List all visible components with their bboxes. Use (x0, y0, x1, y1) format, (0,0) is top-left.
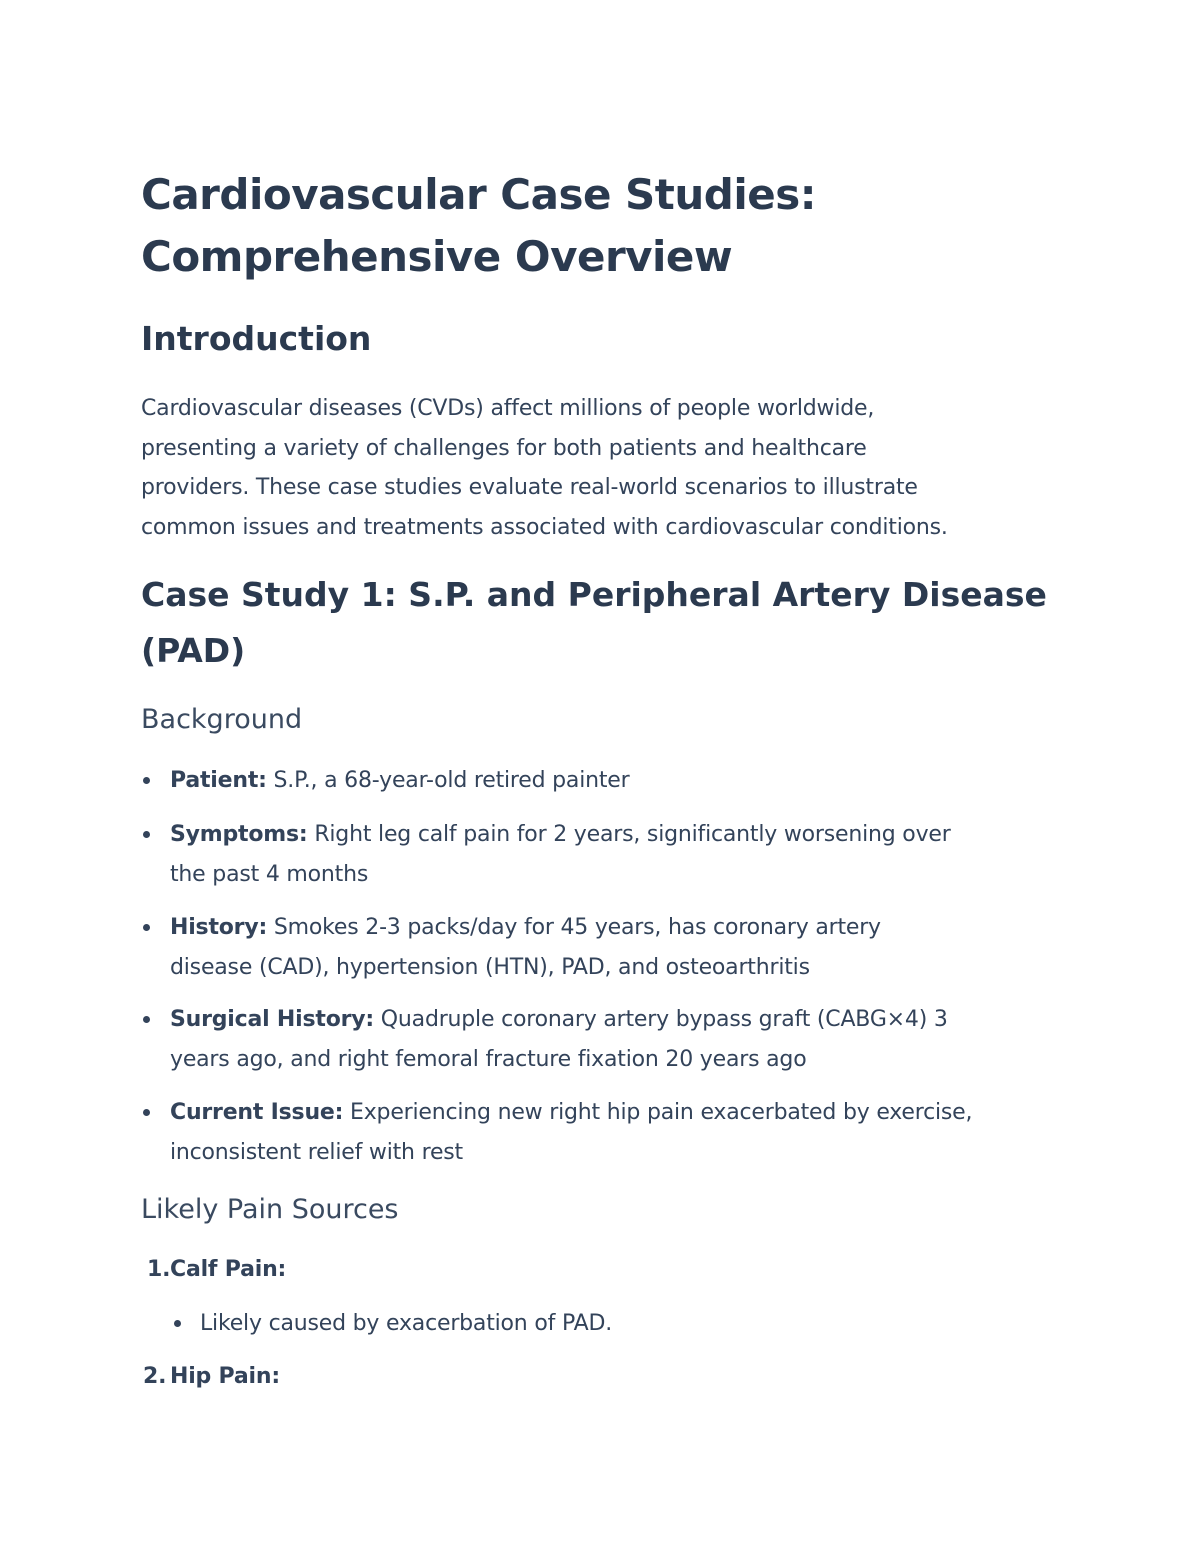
bullet-dot (143, 777, 150, 784)
page-title-line-2: Comprehensive Overview (141, 232, 733, 281)
list-item-label: Calf Pain: (170, 1257, 287, 1282)
list-item-text: Right leg calf pain for 2 years, significantly worsening over (314, 822, 951, 847)
list-item-text: inconsistent relief with rest (170, 1139, 463, 1165)
page-title (141, 164, 816, 288)
introduction-line: Cardiovascular diseases (CVDs) affect millions of people worldwide, (141, 396, 875, 421)
list-item-label: History: (170, 915, 268, 940)
introduction-line: common issues and treatments associated with cardiovascular conditions. (141, 514, 948, 540)
list-item-text: years ago, and right femoral fracture fixation 20 years ago (170, 1046, 807, 1072)
introduction-line: providers. These case studies evaluate real-world scenarios to illustrate (141, 475, 918, 500)
pain-sources-heading: Likely Pain Sources (141, 1194, 399, 1225)
bullet-dot (143, 1016, 150, 1023)
background-heading: Background (141, 704, 303, 735)
list-item-label: Patient: (170, 768, 267, 793)
list-item-text: Likely caused by exacerbation of PAD. (200, 1311, 612, 1336)
page-title-line-1: Cardiovascular Case Studies: (141, 170, 817, 219)
list-item-label: Surgical History: (170, 1007, 374, 1032)
introduction-line: presenting a variety of challenges for both patients and healthcare (141, 435, 867, 461)
list-item-text: Experiencing new right hip pain exacerbated by exercise, (350, 1100, 973, 1125)
introduction-heading: Introduction (141, 319, 372, 358)
list-item-label: Symptoms: (170, 822, 308, 847)
list-item-text: disease (CAD), hypertension (HTN), PAD, and osteoarthritis (170, 954, 810, 980)
case-study-1-heading (141, 567, 1047, 679)
case-study-1-heading-line-2: (PAD) (141, 631, 246, 670)
case-study-1-heading-line-1: Case Study 1: S.P. and Peripheral Artery Disease (141, 575, 1047, 614)
list-number: 2. (143, 1364, 167, 1389)
list-item-text: Smokes 2-3 packs/day for 45 years, has coronary artery (273, 915, 881, 940)
bullet-dot (143, 1109, 150, 1116)
list-item-text: S.P., a 68-year-old retired painter (273, 768, 630, 793)
bullet-dot (143, 831, 150, 838)
list-item-text: the past 4 months (170, 861, 369, 887)
list-number: 1. (147, 1257, 171, 1282)
list-item-label: Hip Pain: (170, 1364, 280, 1389)
list-item-text: Quadruple coronary artery bypass graft (CABG×4) 3 (380, 1007, 948, 1032)
introduction-paragraph (141, 389, 948, 547)
bullet-dot (174, 1320, 181, 1327)
bullet-dot (143, 924, 150, 931)
list-item-label: Current Issue: (170, 1100, 344, 1125)
